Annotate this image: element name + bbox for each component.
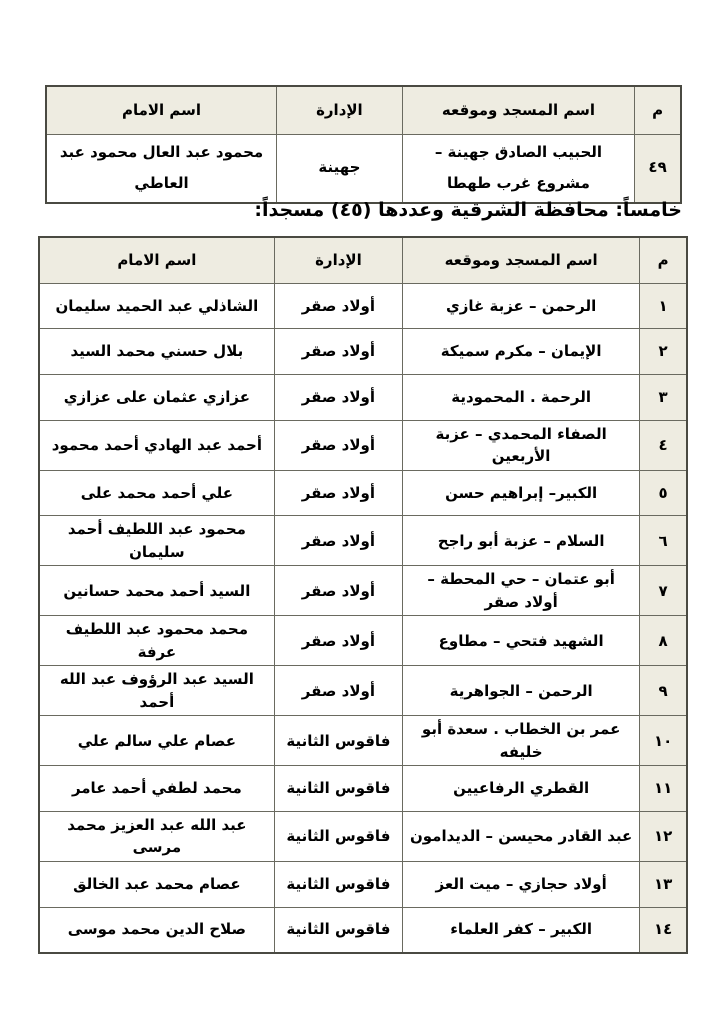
table-row [39, 566, 687, 616]
imam-name-cell: عزازي عثمان على عزازي [39, 374, 274, 420]
administration-cell: أولاد صقر [274, 470, 402, 516]
mosque-name-cell: الإيمان – مكرم سميكة [403, 329, 640, 375]
administration-cell: أولاد صقر [274, 516, 402, 566]
table-row [39, 811, 687, 861]
administration-cell: أولاد صقر [274, 374, 402, 420]
imam-name-cell: عبد الله عبد العزيز محمد مرسى [39, 811, 274, 861]
mosque-name-cell: الكبير– إبراهيم حسن [403, 470, 640, 516]
table1-header-num: م [635, 86, 681, 134]
mosque-name-cell: الرحمة . المحمودية [403, 374, 640, 420]
table-row [39, 616, 687, 666]
row-number-cell: ٥ [640, 470, 687, 516]
section-heading-sharqia: خامساً: محافظة الشرقية وعددها (٤٥) مسجداً: [254, 199, 682, 221]
mosque-name-cell: الحبيب الصادق جهينة – مشروع غرب طهطا [402, 134, 634, 203]
row-number-cell: ١٤ [640, 907, 687, 953]
imam-name-cell: صلاح الدين محمد موسى [39, 907, 274, 953]
row-number-cell: ١ [640, 283, 687, 329]
table-row [39, 374, 687, 420]
row-number-cell: ١٣ [640, 861, 687, 907]
administration-cell: فاقوس الثانية [274, 716, 402, 766]
imam-name-cell: أحمد عبد الهادي أحمد محمود [39, 420, 274, 470]
row-number-cell: ١٠ [640, 716, 687, 766]
imam-name-cell: عصام محمد عبد الخالق [39, 861, 274, 907]
table-row [39, 861, 687, 907]
mosque-name-cell: أولاد حجازي – ميت العز [403, 861, 640, 907]
row-number-cell: ٣ [640, 374, 687, 420]
table1-header-row [46, 86, 681, 134]
row-number-cell: ٨ [640, 616, 687, 666]
imam-name-cell: بلال حسني محمد السيد [39, 329, 274, 375]
row-number-cell: ٢ [640, 329, 687, 375]
administration-cell: جهينة [277, 134, 403, 203]
administration-cell: فاقوس الثانية [274, 907, 402, 953]
table-row [39, 666, 687, 716]
mosque-name-cell: الرحمن – عزبة غازي [403, 283, 640, 329]
imam-name-cell: محمود عبد العال محمود عبد العاطي [46, 134, 277, 203]
administration-cell: أولاد صقر [274, 616, 402, 666]
table1-body [46, 134, 681, 203]
table-row [39, 420, 687, 470]
row-number-cell: ٦ [640, 516, 687, 566]
row-number-cell: ١١ [640, 766, 687, 812]
imam-name-cell: علي أحمد محمد على [39, 470, 274, 516]
imam-name-cell: السيد عبد الرؤوف عبد الله أحمد [39, 666, 274, 716]
imam-name-cell: محمد محمود عبد اللطيف عرفة [39, 616, 274, 666]
table2-header-imam: اسم الامام [39, 237, 274, 283]
table2-body [39, 283, 687, 953]
row-number-cell: ١٢ [640, 811, 687, 861]
table1-header-imam: اسم الامام [46, 86, 277, 134]
table-row [39, 516, 687, 566]
table-row [39, 283, 687, 329]
administration-cell: أولاد صقر [274, 283, 402, 329]
row-number-cell: ٧ [640, 566, 687, 616]
imam-name-cell: الشاذلي عبد الحميد سليمان [39, 283, 274, 329]
mosque-name-cell: القطري الرفاعيين [403, 766, 640, 812]
table2-header-mosque: اسم المسجد وموقعه [403, 237, 640, 283]
table-row [46, 134, 681, 203]
row-number-cell: ٤ [640, 420, 687, 470]
administration-cell: فاقوس الثانية [274, 861, 402, 907]
imam-name-cell: محمد لطفي أحمد عامر [39, 766, 274, 812]
table-row [39, 329, 687, 375]
table1-header-admin: الإدارة [277, 86, 403, 134]
imam-name-cell: محمود عبد اللطيف أحمد سليمان [39, 516, 274, 566]
mosque-name-cell: الصفاء المحمدي – عزبة الأربعين [403, 420, 640, 470]
mosque-name-cell: أبو عتمان – حي المحطة – أولاد صقر [403, 566, 640, 616]
mosque-name-cell: السلام – عزبة أبو راجح [403, 516, 640, 566]
mosque-name-cell: عمر بن الخطاب . سعدة أبو خليفه [403, 716, 640, 766]
table-row [39, 716, 687, 766]
sohag-juhaynah-table [45, 85, 682, 204]
mosque-name-cell: الكبير – كفر العلماء [403, 907, 640, 953]
sharqia-mosques-table [38, 236, 688, 954]
imam-name-cell: السيد أحمد محمد حسانين [39, 566, 274, 616]
table-row [39, 766, 687, 812]
table-row [39, 907, 687, 953]
administration-cell: فاقوس الثانية [274, 766, 402, 812]
mosque-name-cell: عبد القادر محيسن – الديدامون [403, 811, 640, 861]
administration-cell: أولاد صقر [274, 566, 402, 616]
table-row [39, 470, 687, 516]
row-number-cell: ٤٩ [635, 134, 681, 203]
table1-header-mosque: اسم المسجد وموقعه [402, 86, 634, 134]
row-number-cell: ٩ [640, 666, 687, 716]
administration-cell: أولاد صقر [274, 329, 402, 375]
table2-header-admin: الإدارة [274, 237, 402, 283]
table2-header-num: م [640, 237, 687, 283]
table2-header-row [39, 237, 687, 283]
administration-cell: أولاد صقر [274, 666, 402, 716]
mosque-name-cell: الرحمن – الجواهرية [403, 666, 640, 716]
mosque-name-cell: الشهيد فتحي – مطاوع [403, 616, 640, 666]
administration-cell: أولاد صقر [274, 420, 402, 470]
administration-cell: فاقوس الثانية [274, 811, 402, 861]
imam-name-cell: عصام علي سالم علي [39, 716, 274, 766]
